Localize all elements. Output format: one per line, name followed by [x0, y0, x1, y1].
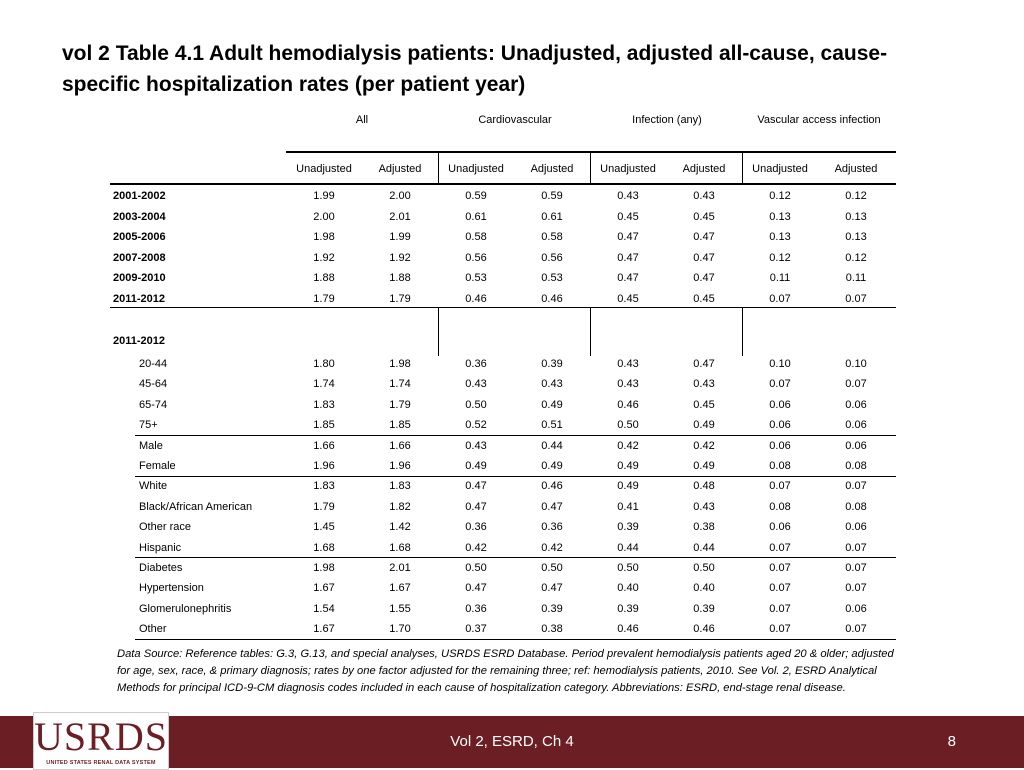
group-header-infection: Infection (any) [632, 114, 702, 126]
section-label: 2011-2012 [113, 335, 165, 347]
table-cell: 0.47 [541, 582, 563, 595]
table-cell: 0.58 [465, 231, 487, 243]
table-cell: 0.50 [617, 562, 639, 574]
table-cell: 0.37 [465, 623, 487, 636]
table-cell: 0.49 [541, 398, 563, 411]
table-cell: 0.08 [769, 500, 791, 513]
table-cell: 0.45 [693, 210, 715, 223]
table-row [0, 603, 1024, 623]
col-divider-2-body [590, 308, 591, 356]
table-row [0, 211, 1024, 231]
table-cell: 1.98 [313, 231, 335, 243]
table-cell: 0.46 [541, 292, 563, 305]
table-cell: 0.50 [693, 562, 715, 574]
col-header: Unadjusted [296, 163, 352, 175]
table-cell: 1.99 [313, 190, 335, 202]
table-cell: 0.12 [769, 190, 791, 202]
table-cell: 1.80 [313, 358, 335, 370]
table-cell: 0.06 [845, 602, 867, 615]
table-cell: 0.48 [693, 480, 715, 493]
table-cell: 0.43 [465, 378, 487, 391]
table-cell: 1.92 [389, 251, 411, 264]
table-cell: 0.45 [693, 398, 715, 411]
table-cell: 0.36 [465, 602, 487, 615]
table-cell: 0.06 [845, 398, 867, 411]
table-cell: 0.08 [845, 460, 867, 472]
table-cell: 1.79 [313, 500, 335, 513]
row-label: White [139, 480, 168, 493]
table-cell: 1.85 [313, 419, 335, 432]
table-cell: 0.43 [617, 190, 639, 202]
table-cell: 0.51 [541, 419, 563, 432]
table-cell: 0.47 [693, 231, 715, 243]
table-cell: 1.82 [389, 500, 411, 513]
table-cell: 0.52 [465, 419, 487, 432]
table-cell: 0.36 [465, 358, 487, 370]
page-number: 8 [947, 733, 956, 750]
col-header: Unadjusted [752, 163, 808, 175]
row-label: Hypertension [139, 582, 204, 595]
table-cell: 0.49 [617, 460, 639, 472]
table-cell: 0.43 [541, 378, 563, 391]
table-cell: 1.54 [313, 602, 335, 615]
table-cell: 0.07 [845, 562, 867, 574]
table-cell: 0.45 [617, 292, 639, 305]
table-cell: 0.39 [693, 602, 715, 615]
logo-wordmark: USRDS [34, 714, 168, 759]
table-cell: 0.12 [845, 190, 867, 202]
table-cell: 0.47 [617, 251, 639, 264]
table-row [0, 358, 1024, 378]
table-cell: 0.08 [845, 500, 867, 513]
table-cell: 0.46 [541, 480, 563, 493]
row-label: Black/African American [139, 500, 253, 513]
col-header: Adjusted [682, 163, 726, 175]
table-cell: 1.79 [313, 292, 335, 305]
col-divider-3-body [742, 308, 743, 356]
row-label: Female [139, 460, 176, 472]
row-label: Male [139, 439, 163, 452]
table-cell: 1.98 [389, 358, 411, 370]
table-cell: 0.07 [769, 562, 791, 574]
table-cell: 0.47 [693, 358, 715, 370]
footer-chapter: Vol 2, ESRD, Ch 4 [450, 733, 574, 750]
table-cell: 0.07 [769, 582, 791, 595]
table-cell: 0.07 [845, 480, 867, 493]
table-cell: 1.83 [313, 480, 335, 493]
table-cell: 0.11 [845, 272, 867, 284]
table-row [0, 562, 1024, 582]
table-cell: 2.00 [313, 210, 335, 223]
row-label: Other race [139, 521, 191, 534]
table-row [0, 399, 1024, 419]
table-cell: 1.88 [389, 272, 411, 284]
table-cell: 0.50 [465, 398, 487, 411]
header-top-rule [286, 151, 896, 153]
row-label: 45-64 [139, 378, 168, 391]
table-cell: 0.56 [541, 251, 563, 264]
table-cell: 0.59 [541, 190, 563, 202]
col-header: Unadjusted [448, 163, 504, 175]
group-headers [0, 114, 1024, 128]
table-cell: 1.66 [313, 439, 335, 452]
logo-subtitle: UNITED STATES RENAL DATA SYSTEM [46, 760, 156, 766]
table-cell: 1.74 [313, 378, 335, 391]
row-label: 2003-2004 [113, 210, 166, 223]
table-cell: 0.47 [465, 500, 487, 513]
table-cell: 0.46 [465, 292, 487, 305]
row-label: 2005-2006 [113, 231, 166, 243]
table-row [0, 460, 1024, 480]
table-cell: 0.42 [617, 439, 639, 452]
row-label: 2011-2012 [113, 292, 165, 305]
table-cell: 1.70 [389, 623, 411, 636]
table-cell: 0.42 [541, 541, 563, 554]
table-cell: 1.92 [313, 251, 335, 264]
table-cell: 0.53 [541, 272, 563, 284]
table-cell: 0.46 [693, 623, 715, 636]
table-cell: 1.67 [389, 582, 411, 595]
table-cell: 0.12 [845, 251, 867, 264]
header-bottom-rule [110, 183, 896, 185]
row-label: Diabetes [139, 562, 183, 574]
group-header-cardiovascular: Cardiovascular [478, 114, 552, 126]
table-cell: 0.47 [617, 231, 639, 243]
table-row [0, 231, 1024, 251]
table-cell: 1.99 [389, 231, 411, 243]
page-title: vol 2 Table 4.1 Adult hemodialysis patients: Unadjusted, adjusted all-cause, cause-specific hospitalization rates (per patient year) [62, 42, 888, 96]
table-cell: 0.07 [845, 378, 867, 391]
table-cell: 0.07 [845, 623, 867, 636]
table-cell: 0.07 [769, 292, 791, 305]
table-cell: 0.39 [617, 602, 639, 615]
col-header: Adjusted [530, 163, 574, 175]
table-cell: 0.07 [845, 541, 867, 554]
table-cell: 0.11 [769, 272, 791, 284]
table-cell: 0.39 [541, 358, 563, 370]
table-cell: 0.07 [769, 541, 791, 554]
table-cell: 0.56 [465, 251, 487, 264]
col-header: Adjusted [378, 163, 422, 175]
table-cell: 0.40 [693, 582, 715, 595]
table-row [0, 623, 1024, 643]
table-cell: 0.06 [845, 439, 867, 452]
usrds-logo [33, 712, 169, 770]
table-cell: 0.49 [693, 460, 715, 472]
table-row [0, 480, 1024, 500]
table-cell: 0.10 [769, 358, 791, 370]
table-cell: 0.40 [617, 582, 639, 595]
table-cell: 0.13 [845, 231, 867, 243]
table-cell: 0.07 [769, 378, 791, 391]
table-cell: 0.50 [541, 562, 563, 574]
table-cell: 0.07 [769, 480, 791, 493]
group-header-all: All [355, 114, 369, 126]
table-cell: 0.49 [617, 480, 639, 493]
table-row [0, 419, 1024, 439]
data-source-footnote: Data Source: Reference tables: G.3, G.13, and special analyses, USRDS ESRD Database. Period prevalent hemodialysis patients aged 20 & older; adjusted for age, sex, race, & primary diagnosis; rates by one factor adjusted for the remaining three; ref: hemodialysis patients, 2010. See Vol. 2, ESRD Analytical Methods for principal ICD-9-CM diagnosis codes included in each cause of hospitalization category. Abbreviations: ESRD, end-stage renal disease. [117, 648, 894, 694]
table-cell: 0.43 [693, 500, 715, 513]
table-cell: 0.49 [541, 460, 563, 472]
table-cell: 1.68 [313, 541, 335, 554]
table-cell: 0.36 [465, 521, 487, 534]
table-cell: 1.74 [389, 378, 411, 391]
table-cell: 0.61 [541, 210, 563, 223]
table-cell: 0.45 [693, 292, 715, 305]
table-cell: 0.43 [693, 190, 715, 202]
table-cell: 0.41 [617, 500, 639, 513]
table-cell: 0.53 [465, 272, 487, 284]
table-cell: 0.44 [693, 541, 715, 554]
table-cell: 0.06 [769, 419, 791, 432]
table-cell: 0.13 [769, 231, 791, 243]
row-label: Hispanic [139, 541, 182, 554]
table-cell: 2.01 [389, 210, 411, 223]
table-cell: 0.06 [769, 439, 791, 452]
table-cell: 2.00 [389, 190, 411, 202]
table-cell: 0.39 [617, 521, 639, 534]
table-row [0, 582, 1024, 602]
table-cell: 0.46 [617, 398, 639, 411]
table-cell: 0.43 [693, 378, 715, 391]
table-cell: 0.36 [541, 521, 563, 534]
table-cell: 0.39 [541, 602, 563, 615]
table-cell: 0.42 [465, 541, 487, 554]
table-cell: 0.10 [845, 358, 867, 370]
row-label: 75+ [139, 419, 158, 432]
table-cell: 1.45 [313, 521, 335, 534]
col-divider-1-body [438, 308, 439, 356]
table-cell: 1.68 [389, 541, 411, 554]
table-cell: 2.01 [389, 562, 411, 574]
table-cell: 0.47 [693, 272, 715, 284]
table-cell: 0.06 [845, 521, 867, 534]
table-cell: 0.50 [617, 419, 639, 432]
table-row [0, 501, 1024, 521]
table-cell: 0.06 [769, 398, 791, 411]
table-cell: 0.59 [465, 190, 487, 202]
table-cell: 0.46 [617, 623, 639, 636]
table-row [0, 440, 1024, 460]
table-cell: 0.47 [617, 272, 639, 284]
table-cell: 0.38 [541, 623, 563, 636]
table-cell: 0.47 [465, 582, 487, 595]
table-row [0, 272, 1024, 292]
table-cell: 1.67 [313, 623, 335, 636]
table-cell: 0.13 [845, 210, 867, 223]
table-cell: 1.96 [389, 460, 411, 472]
table-cell: 0.47 [465, 480, 487, 493]
row-label: Other [139, 623, 167, 636]
table-cell: 0.43 [617, 358, 639, 370]
table-row [0, 542, 1024, 562]
table-cell: 0.49 [693, 419, 715, 432]
table-cell: 0.13 [769, 210, 791, 223]
table-cell: 0.44 [617, 541, 639, 554]
table-cell: 1.55 [389, 602, 411, 615]
table-cell: 0.47 [541, 500, 563, 513]
table-cell: 0.50 [465, 562, 487, 574]
table-cell: 1.96 [313, 460, 335, 472]
table-cell: 1.83 [313, 398, 335, 411]
table-cell: 0.08 [769, 460, 791, 472]
table-cell: 0.07 [845, 582, 867, 595]
table-cell: 0.58 [541, 231, 563, 243]
table-row [0, 252, 1024, 272]
table-cell: 1.42 [389, 521, 411, 534]
row-label: 2001-2002 [113, 190, 166, 202]
table-cell: 0.07 [845, 292, 867, 305]
row-label: 2009-2010 [113, 272, 166, 284]
table-cell: 1.83 [389, 480, 411, 493]
table-cell: 0.07 [769, 623, 791, 636]
row-label: 65-74 [139, 398, 168, 411]
table-cell: 1.66 [389, 439, 411, 452]
table-cell: 0.06 [845, 419, 867, 432]
table-cell: 0.42 [693, 439, 715, 452]
table-cell: 0.43 [465, 439, 487, 452]
table-cell: 0.07 [769, 602, 791, 615]
row-label: 20-44 [139, 358, 168, 370]
table-cell: 1.67 [313, 582, 335, 595]
table-cell: 0.49 [465, 460, 487, 472]
col-header: Adjusted [834, 163, 878, 175]
table-cell: 0.47 [693, 251, 715, 264]
table-cell: 0.12 [769, 251, 791, 264]
table-cell: 0.45 [617, 210, 639, 223]
table-cell: 0.61 [465, 210, 487, 223]
row-label: 2007-2008 [113, 251, 166, 264]
col-header: Unadjusted [600, 163, 656, 175]
table-cell: 1.85 [389, 419, 411, 432]
group-header-vascular-access: Vascular access infection [757, 114, 881, 126]
table-cell: 0.06 [769, 521, 791, 534]
table-row [0, 293, 1024, 313]
table-cell: 1.88 [313, 272, 335, 284]
table-row [0, 190, 1024, 210]
table-cell: 0.43 [617, 378, 639, 391]
table-row [0, 378, 1024, 398]
table-cell: 0.38 [693, 521, 715, 534]
table-row [0, 521, 1024, 541]
table-cell: 0.44 [541, 439, 563, 452]
table-cell: 1.79 [389, 292, 411, 305]
table-cell: 1.98 [313, 562, 335, 574]
row-label: Glomerulonephritis [139, 602, 232, 615]
table-cell: 1.79 [389, 398, 411, 411]
